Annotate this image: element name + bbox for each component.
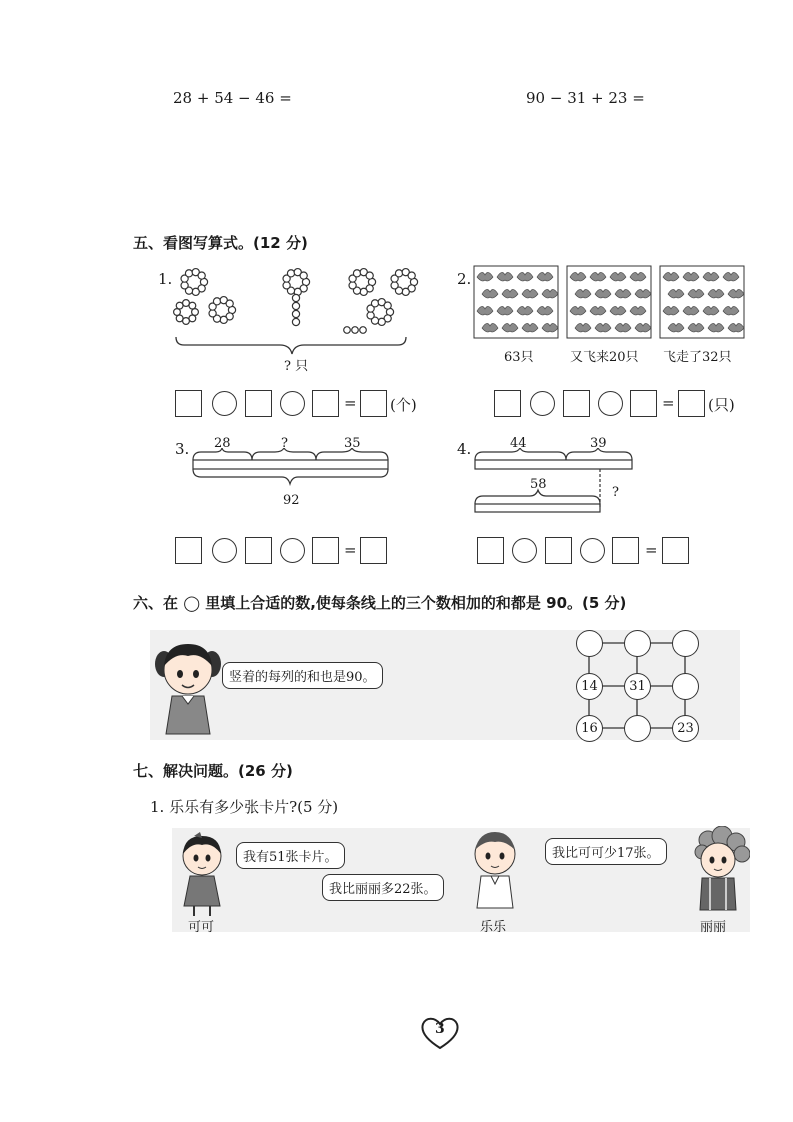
bead (395, 270, 402, 277)
girl-illustration (152, 638, 224, 738)
p4-label-a: 44 (510, 436, 527, 451)
bead (300, 272, 307, 279)
p2-box-3[interactable] (630, 390, 657, 417)
bead (213, 298, 220, 305)
bead (287, 270, 294, 277)
bead (226, 300, 233, 307)
section7-title: 七、解决问题。(26 分) (133, 762, 293, 780)
p1-box-4[interactable] (360, 390, 387, 417)
bead (185, 270, 192, 277)
bead (367, 312, 374, 319)
p2-box-2[interactable] (563, 390, 590, 417)
grid-node-8[interactable] (624, 715, 651, 742)
bead (344, 327, 351, 334)
page-number: 3 (435, 1021, 445, 1037)
p2-birds-pictures (473, 265, 745, 340)
p1-op-circle-1[interactable] (212, 391, 237, 416)
p3-label-a: 28 (214, 436, 231, 451)
section6-speech-bubble: 竖着的每列的和也是90。 (222, 662, 383, 689)
bead (349, 282, 356, 289)
grid-node-9: 23 (672, 715, 699, 742)
p1-op-circle-2[interactable] (280, 391, 305, 416)
p3-total: 92 (283, 493, 300, 508)
bead (384, 302, 391, 309)
bead (181, 282, 188, 289)
p3-op-circle-2[interactable] (280, 538, 305, 563)
grid-node-3[interactable] (672, 630, 699, 657)
bead (209, 310, 216, 317)
bead (283, 282, 290, 289)
p2-equals: = (662, 394, 675, 412)
p4-box-2[interactable] (545, 537, 572, 564)
grid-node-6[interactable] (672, 673, 699, 700)
p2-number: 2. (457, 270, 472, 288)
p1-brace-label: ? 只 (284, 359, 309, 374)
grid-node-1[interactable] (576, 630, 603, 657)
p4-op-circle-2[interactable] (580, 538, 605, 563)
equation-1: 28 + 54 − 46 = (173, 89, 292, 107)
p2-op-circle-1[interactable] (530, 391, 555, 416)
bead (360, 327, 367, 334)
p3-segment-diagram (190, 448, 395, 488)
lili-illustration (688, 826, 750, 916)
p1-box-1[interactable] (175, 390, 202, 417)
p4-box-3[interactable] (612, 537, 639, 564)
equation-2: 90 − 31 + 23 = (526, 89, 645, 107)
bead (189, 302, 196, 309)
p2-op-circle-2[interactable] (598, 391, 623, 416)
lele-speech-bubble: 我比丽丽多22张。 (322, 874, 444, 901)
bead (408, 272, 415, 279)
p3-box-4[interactable] (360, 537, 387, 564)
p4-label-bottom: 58 (530, 477, 547, 492)
p2-unit: (只) (708, 396, 735, 414)
grid-node-4: 14 (576, 673, 603, 700)
p4-label-b: 39 (590, 436, 607, 451)
p2-caption-1: 63只 (504, 350, 534, 365)
p2-caption-3: 飞走了32只 (663, 350, 732, 365)
p4-number: 4. (457, 440, 472, 458)
lili-speech-bubble: 我比可可少17张。 (545, 838, 667, 865)
bead (292, 302, 299, 309)
p4-op-circle-1[interactable] (512, 538, 537, 563)
bead (371, 300, 378, 307)
p4-segment-diagram (472, 448, 637, 518)
name-lili: 丽丽 (700, 920, 727, 935)
p3-op-circle-1[interactable] (212, 538, 237, 563)
bead (192, 288, 199, 295)
name-lele: 乐乐 (480, 920, 507, 935)
grid-node-7: 16 (576, 715, 603, 742)
bead (220, 316, 227, 323)
p3-box-3[interactable] (312, 537, 339, 564)
bead (292, 294, 299, 301)
p3-box-2[interactable] (245, 537, 272, 564)
p2-caption-2: 又飞来20只 (570, 350, 639, 365)
p1-equals: = (344, 394, 357, 412)
p3-number: 3. (175, 440, 190, 458)
bead (378, 318, 385, 325)
p1-unit: (个) (390, 396, 417, 414)
grid-node-5: 31 (624, 673, 651, 700)
p1-number: 1. (158, 270, 173, 288)
p4-box-1[interactable] (477, 537, 504, 564)
bead (366, 272, 373, 279)
section6-title: 六、在 ◯ 里填上合适的数,使每条线上的三个数相加的和都是 90。(5 分) (133, 594, 627, 612)
p1-box-2[interactable] (245, 390, 272, 417)
keke-illustration (172, 830, 234, 918)
bead (352, 327, 359, 334)
p4-equals: = (645, 541, 658, 559)
p3-label-b: 35 (344, 436, 361, 451)
p2-box-1[interactable] (494, 390, 521, 417)
lele-illustration (465, 826, 525, 914)
bead (353, 270, 360, 277)
p3-label-question: ? (281, 436, 288, 451)
p4-box-4[interactable] (662, 537, 689, 564)
bead (391, 282, 398, 289)
p3-box-1[interactable] (175, 537, 202, 564)
p1-box-3[interactable] (312, 390, 339, 417)
section7-question-1: 1. 乐乐有多少张卡片?(5 分) (150, 798, 339, 816)
bead (198, 272, 205, 279)
section5-title: 五、看图写算式。(12 分) (133, 234, 308, 252)
bead (402, 288, 409, 295)
p2-box-4[interactable] (678, 390, 705, 417)
p3-equals: = (344, 541, 357, 559)
p4-question: ? (612, 485, 619, 500)
bead (360, 288, 367, 295)
name-keke: 可可 (188, 920, 215, 935)
bead (292, 310, 299, 317)
grid-node-2[interactable] (624, 630, 651, 657)
keke-speech-bubble: 我有51张卡片。 (236, 842, 345, 869)
bead (292, 318, 299, 325)
